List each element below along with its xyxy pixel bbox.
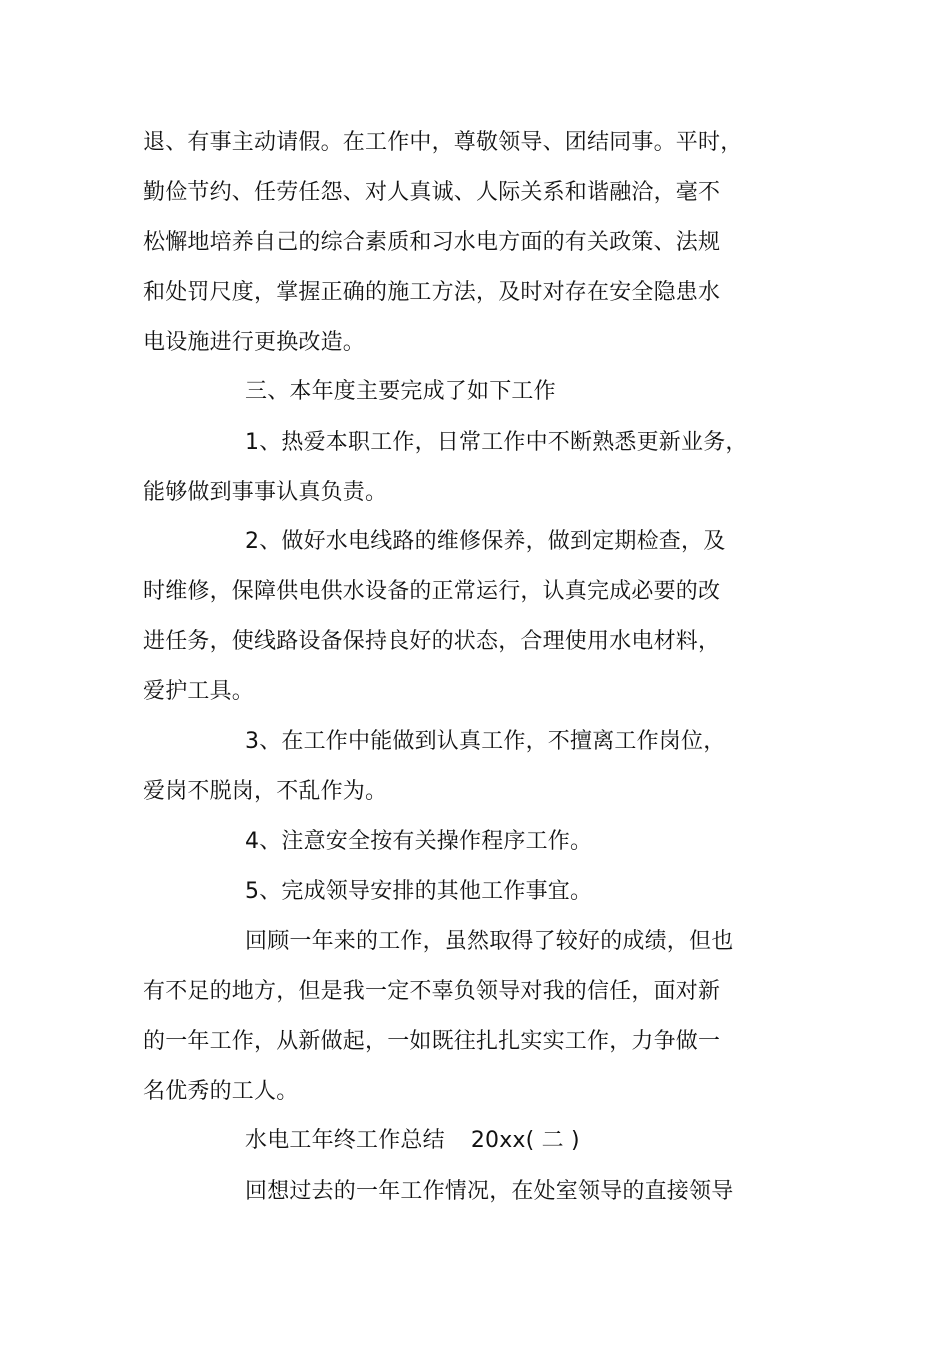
summary-paragraph-line: 名优秀的工人。 [143,1079,299,1104]
list-item-1-line: 1、热爱本职工作，日常工作中不断熟悉更新业务， [245,430,748,455]
document-subtitle [245,1126,580,1156]
paragraph-line: 勤俭节约、任劳任怨、对人真诚、人际关系和谐融洽，毫不 [143,180,721,205]
paragraph-line: 电设施进行更换改造。 [143,330,366,355]
paragraph-line: 和处罚尺度，掌握正确的施工方法，及时对存在安全隐患水 [143,280,721,305]
list-item-5: 5、完成领导安排的其他工作事宜。 [245,879,593,904]
list-item-4: 4、注意安全按有关操作程序工作。 [245,829,593,854]
section-heading: 三、本年度主要完成了如下工作 [245,379,556,404]
subtitle-year: 20xx( 二 ) [470,1128,580,1153]
list-item-2-line: 爱护工具。 [143,679,255,704]
subtitle-text: 水电工年终工作总结 [245,1128,445,1153]
paragraph-line: 回想过去的一年工作情况，在处室领导的直接领导 [245,1179,734,1204]
summary-paragraph-line: 回顾一年来的工作，虽然取得了较好的成绩，但也 [245,929,734,954]
list-item-2-line: 时维修，保障供电供水设备的正常运行，认真完成必要的改 [143,579,721,604]
list-item-3-line: 3、在工作中能做到认真工作，不擅离工作岗位， [245,729,726,754]
list-item-1-line: 能够做到事事认真负责。 [143,480,388,505]
summary-paragraph-line: 有不足的地方，但是我一定不辜负领导对我的信任，面对新 [143,979,721,1004]
list-item-2-line: 进任务，使线路设备保持良好的状态，合理使用水电材料， [143,629,721,654]
summary-paragraph-line: 的一年工作，从新做起，一如既往扎扎实实工作，力争做一 [143,1029,721,1054]
list-item-3-line: 爱岗不脱岗，不乱作为。 [143,779,388,804]
paragraph-line: 退、有事主动请假。在工作中，尊敬领导、团结同事。平时， [143,130,743,155]
paragraph-line: 松懈地培养自己的综合素质和习水电方面的有关政策、法规 [143,230,721,255]
list-item-2-line: 2、做好水电线路的维修保养，做到定期检查，及 [245,529,726,554]
